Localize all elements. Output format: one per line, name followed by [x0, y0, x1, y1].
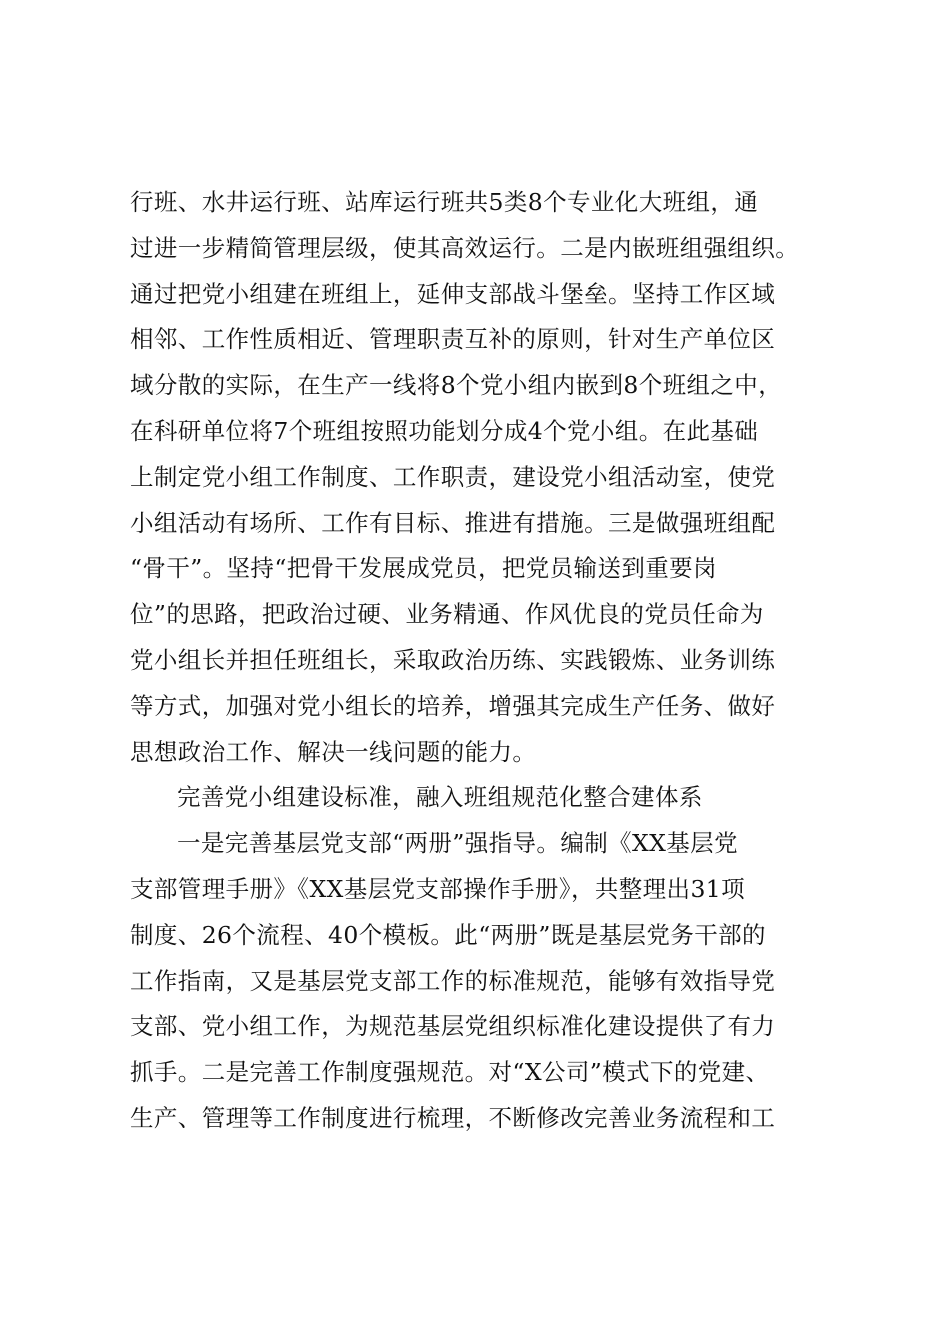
- text-line: 等方式，加强对党小组长的培养，增强其完成生产任务、做好: [130, 691, 776, 720]
- text-line: 一是完善基层党支部“两册”强指导。编制《XX基层党: [177, 829, 738, 858]
- text-line: 行班、水井运行班、站库运行班共5类8个专业化大班组，通: [130, 188, 759, 216]
- text-line: 位”的思路，把政治过硬、业务精通、作风优良的党员任命为: [130, 600, 764, 629]
- text-line: 域分散的实际，在生产一线将8个党小组内嵌到8个班组之中，: [130, 371, 783, 400]
- text-line: 小组活动有场所、工作有目标、推进有措施。三是做强班组配: [130, 508, 776, 537]
- text-line: 在科研单位将7个班组按照功能划分成4个党小组。在此基础: [130, 416, 759, 445]
- text-line: 抓手。二是完善工作制度强规范。对“X公司”模式下的党建、: [130, 1058, 770, 1087]
- text-line: 生产、管理等工作制度进行梳理，不断修改完善业务流程和工: [130, 1103, 776, 1132]
- text-line: 通过把党小组建在班组上，延伸支部战斗堡垒。坚持工作区域: [130, 279, 776, 308]
- text-line: 思想政治工作、解决一线问题的能力。: [130, 737, 537, 766]
- document-body: [130, 180, 850, 1142]
- text-line: 上制定党小组工作制度、工作职责，建设党小组活动室，使党: [130, 462, 776, 491]
- text-line: 过进一步精简管理层级，使其高效运行。二是内嵌班组强组织。: [130, 233, 800, 262]
- section-heading: 完善党小组建设标准，融入班组规范化整合建体系: [177, 783, 703, 812]
- text-line: 支部、党小组工作，为规范基层党组织标准化建设提供了有力: [130, 1012, 776, 1041]
- text-line: 工作指南，又是基层党支部工作的标准规范，能够有效指导党: [130, 966, 776, 995]
- text-line: “骨干”。坚持“把骨干发展成党员，把党员输送到重要岗: [130, 554, 717, 583]
- text-line: 支部管理手册》《XX基层党支部操作手册》，共整理出31项: [130, 874, 746, 903]
- text-line: 党小组长并担任班组长，采取政治历练、实践锻炼、业务训练: [130, 645, 776, 674]
- text-line: 相邻、工作性质相近、管理职责互补的原则，针对生产单位区: [130, 325, 776, 354]
- text-line: 制度、26个流程、40个模板。此“两册”既是基层党务干部的: [130, 920, 766, 949]
